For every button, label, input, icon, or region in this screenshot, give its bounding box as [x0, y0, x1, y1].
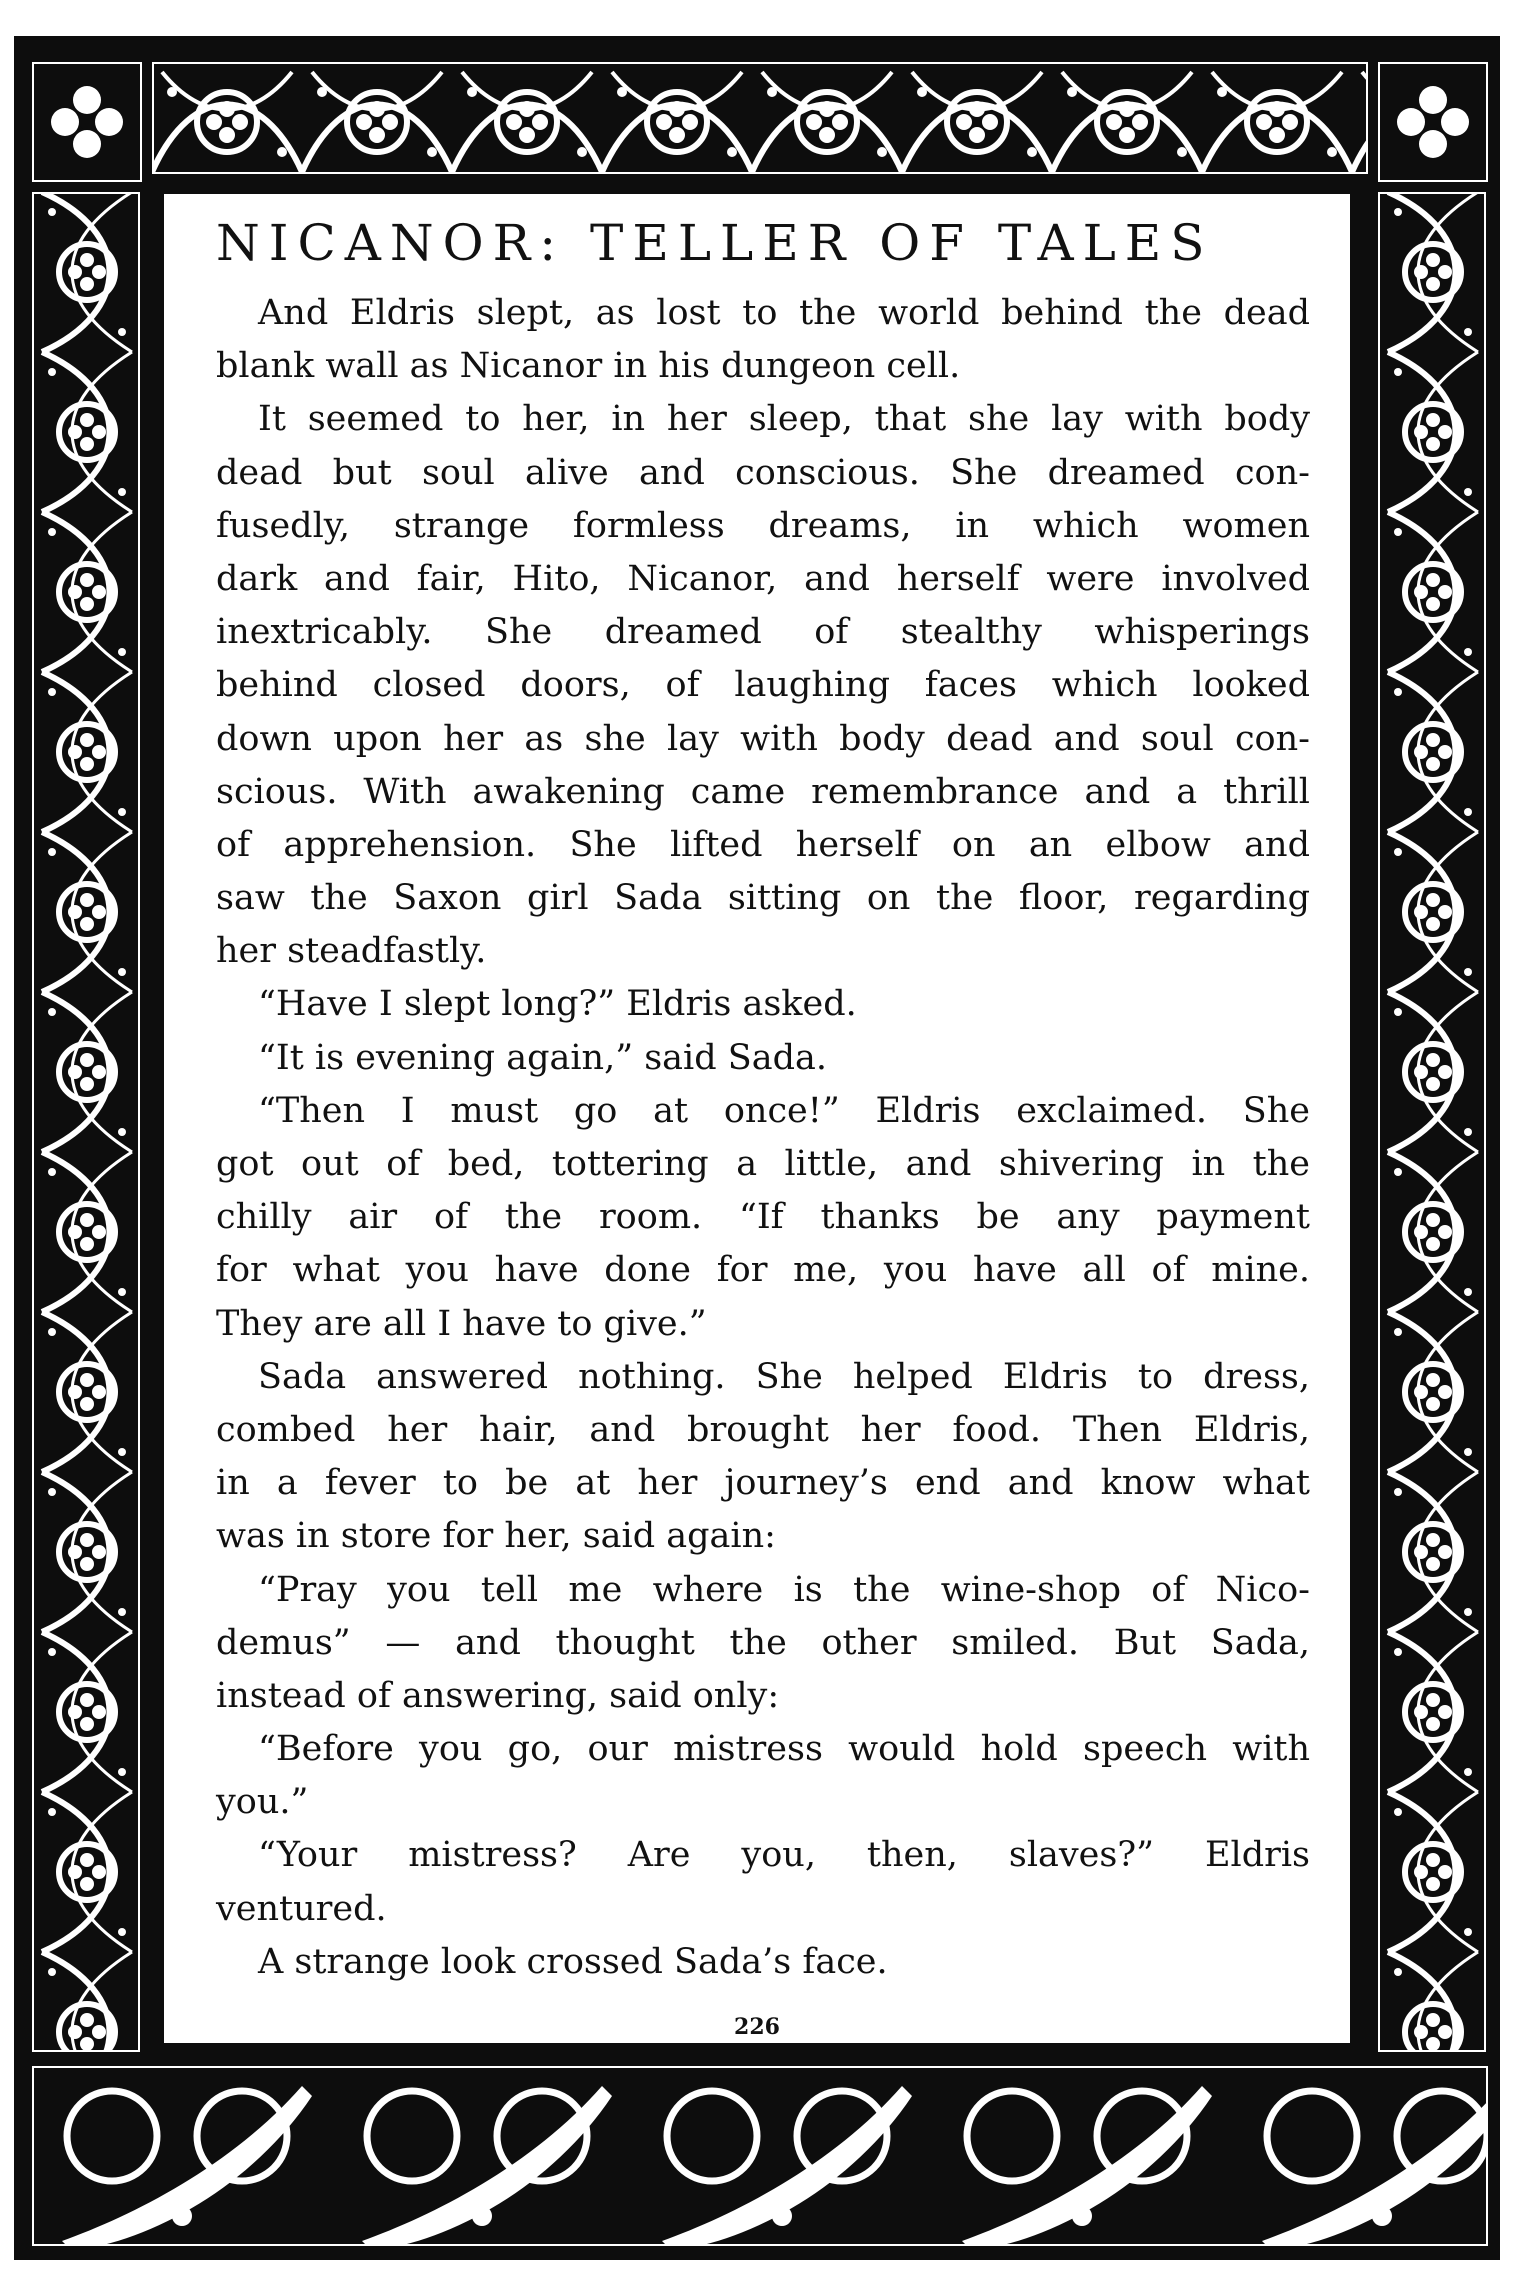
text-line: got out of bed, tottering a little, and shivering in the — [216, 1144, 1310, 1184]
page-text-panel — [152, 182, 1362, 2055]
text-line: chilly air of the room. “If thanks be any payment — [216, 1197, 1310, 1238]
right-floral-ornament-band — [1378, 192, 1486, 2052]
paragraph — [216, 1723, 1310, 1829]
bottom-peacock-ornament-band — [32, 2066, 1488, 2246]
text-line: ventured. — [216, 1888, 387, 1929]
text-line: dead but soul alive and conscious. She dreamed con- — [216, 452, 1310, 493]
text-line: her steadfastly. — [216, 931, 487, 972]
text-line: fusedly, strange formless dreams, in which women — [216, 505, 1310, 546]
text-line: Sada answered nothing. She helped Eldris to dress, — [258, 1356, 1310, 1397]
paragraph — [216, 1351, 1310, 1564]
text-line: dark and fair, Hito, Nicanor, and herself were involved — [216, 558, 1310, 599]
top-floral-ornament-band — [152, 62, 1368, 174]
paragraph — [216, 393, 1310, 978]
text-line: And Eldris slept, as lost to the world behind the dead — [258, 293, 1310, 333]
text-line: inextricably. She dreamed of stealthy whisperings — [216, 612, 1310, 653]
text-line: “Your mistress? Are you, then, slaves?” Eldris — [258, 1835, 1310, 1876]
text-line: of apprehension. She lifted herself on an elbow and — [216, 824, 1310, 865]
text-line: behind closed doors, of laughing faces which looked — [216, 665, 1310, 706]
text-line: “Before you go, our mistress would hold speech with — [258, 1729, 1310, 1770]
paragraph — [216, 978, 1310, 1031]
corner-flower-ornament-top-right — [1378, 62, 1488, 182]
text-line: A strange look crossed Sada’s face. — [258, 1941, 888, 1982]
text-line: “Have I slept long?” Eldris asked. — [258, 984, 857, 1025]
text-line: in a fever to be at her journey’s end and know what — [216, 1463, 1310, 1504]
left-floral-ornament-band — [32, 192, 140, 2052]
text-line: saw the Saxon girl Sada sitting on the floor, regarding — [216, 878, 1310, 919]
paragraph — [216, 1032, 1310, 1085]
text-line: combed her hair, and brought her food. Then Eldris, — [216, 1409, 1310, 1450]
text-line: It seemed to her, in her sleep, that she lay with body — [258, 399, 1310, 440]
text-line: was in store for her, said again: — [216, 1516, 776, 1557]
paragraph — [216, 287, 1310, 393]
text-line: down upon her as she lay with body dead and soul con- — [216, 718, 1310, 759]
text-line: They are all I have to give.” — [216, 1303, 707, 1344]
text-line: “Then I must go at once!” Eldris exclaimed. She — [258, 1090, 1310, 1131]
paragraph — [216, 1936, 1310, 1989]
text-line: you.” — [216, 1782, 309, 1823]
chapter-title: NICANOR: TELLER OF TALES — [216, 214, 1214, 272]
page-number: 226 — [734, 2014, 780, 2040]
text-line: “It is evening again,” said Sada. — [258, 1037, 828, 1078]
text-line: blank wall as Nicanor in his dungeon cell. — [216, 346, 961, 387]
paragraph — [216, 1085, 1310, 1351]
text-line: instead of answering, said only: — [216, 1675, 780, 1716]
corner-flower-ornament-top-left — [32, 62, 142, 182]
story-text — [216, 287, 1310, 1989]
paragraph — [216, 1829, 1310, 1935]
text-line: “Pray you tell me where is the wine-shop of Nico- — [258, 1569, 1310, 1610]
text-line: for what you have done for me, you have all of mine. — [216, 1250, 1310, 1291]
text-line: scious. With awakening came remembrance and a thrill — [216, 771, 1310, 812]
paragraph — [216, 1564, 1310, 1724]
text-line: demus” — and thought the other smiled. But Sada, — [216, 1622, 1310, 1663]
